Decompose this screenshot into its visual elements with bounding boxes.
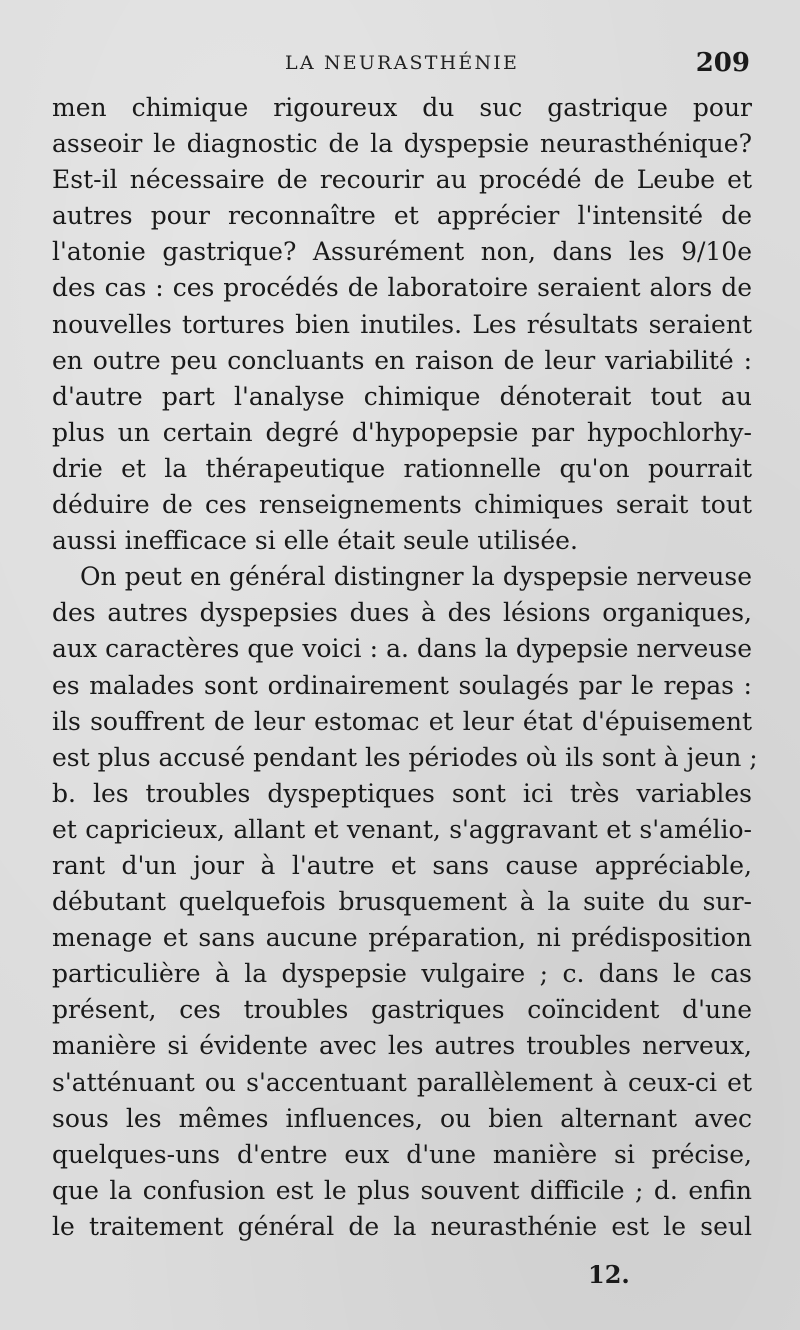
text-line: Est-il nécessaire de recourir au procédé de Leube et	[52, 165, 752, 195]
text-line: plus un certain degré d'hypopepsie par hypochlorhy-	[52, 417, 752, 447]
text-line: d'autre part l'analyse chimique dénoterait tout au	[52, 381, 752, 411]
text-line: et capricieux, allant et venant, s'aggravant et s'amélio-	[52, 814, 752, 844]
text-line: débutant quelquefois brusquement à la suite du sur-	[52, 887, 752, 917]
text-line: aussi inefficace si elle était seule utilisée.	[52, 526, 578, 556]
text-line: sous les mêmes influences, ou bien alternant avec	[52, 1103, 752, 1133]
text-line: le traitement général de la neurasthénie est le seul	[52, 1211, 752, 1241]
text-line: ils souffrent de leur estomac et leur état d'épuisement	[52, 706, 752, 736]
text-line: menage et sans aucune préparation, ni prédisposition	[52, 923, 752, 953]
running-title: LA NEURASTHÉNIE	[285, 52, 520, 74]
text-line: en outre peu concluants en raison de leur variabilité :	[52, 345, 752, 375]
text-line: On peut en général distingner la dyspepsie nerveuse	[80, 562, 752, 592]
text-line: l'atonie gastrique? Assurément non, dans les 9/10e	[52, 237, 752, 267]
text-line: déduire de ces renseignements chimiques serait tout	[52, 490, 752, 520]
text-line: es malades sont ordinairement soulagés par le repas :	[52, 670, 752, 700]
running-head	[0, 48, 800, 80]
text-line: nouvelles tortures bien inutiles. Les résultats seraient	[52, 309, 752, 339]
text-line: aux caractères que voici : a. dans la dypepsie nerveuse	[52, 634, 752, 664]
text-line: particulière à la dyspepsie vulgaire ; c. dans le cas	[52, 959, 752, 989]
signature-mark: 12.	[588, 1260, 630, 1289]
text-line: asseoir le diagnostic de la dyspepsie neurasthénique?	[52, 129, 752, 159]
text-line: est plus accusé pendant les périodes où ils sont à jeun ;	[52, 742, 758, 772]
text-line: men chimique rigoureux du suc gastrique pour	[52, 93, 752, 122]
text-line: présent, ces troubles gastriques coïncident d'une	[52, 995, 752, 1025]
text-line: manière si évidente avec les autres troubles nerveux,	[52, 1031, 752, 1061]
text-line: quelques-uns d'entre eux d'une manière si précise,	[52, 1139, 752, 1169]
text-line: des autres dyspepsies dues à des lésions organiques,	[52, 598, 752, 628]
text-line: autres pour reconnaître et apprécier l'intensité de	[52, 201, 752, 231]
text-line: s'atténuant ou s'accentuant parallèlement à ceux-ci et	[52, 1067, 752, 1097]
text-line: drie et la thérapeutique rationnelle qu'on pourrait	[52, 453, 752, 483]
body-text	[52, 90, 758, 1245]
text-line: que la confusion est le plus souvent difficile ; d. enfin	[52, 1175, 752, 1205]
text-line: b. les troubles dyspeptiques sont ici très variables	[52, 778, 752, 808]
text-line: rant d'un jour à l'autre et sans cause appréciable,	[52, 850, 752, 880]
text-line: des cas : ces procédés de laboratoire seraient alors de	[52, 273, 752, 303]
page-number: 209	[695, 48, 750, 78]
